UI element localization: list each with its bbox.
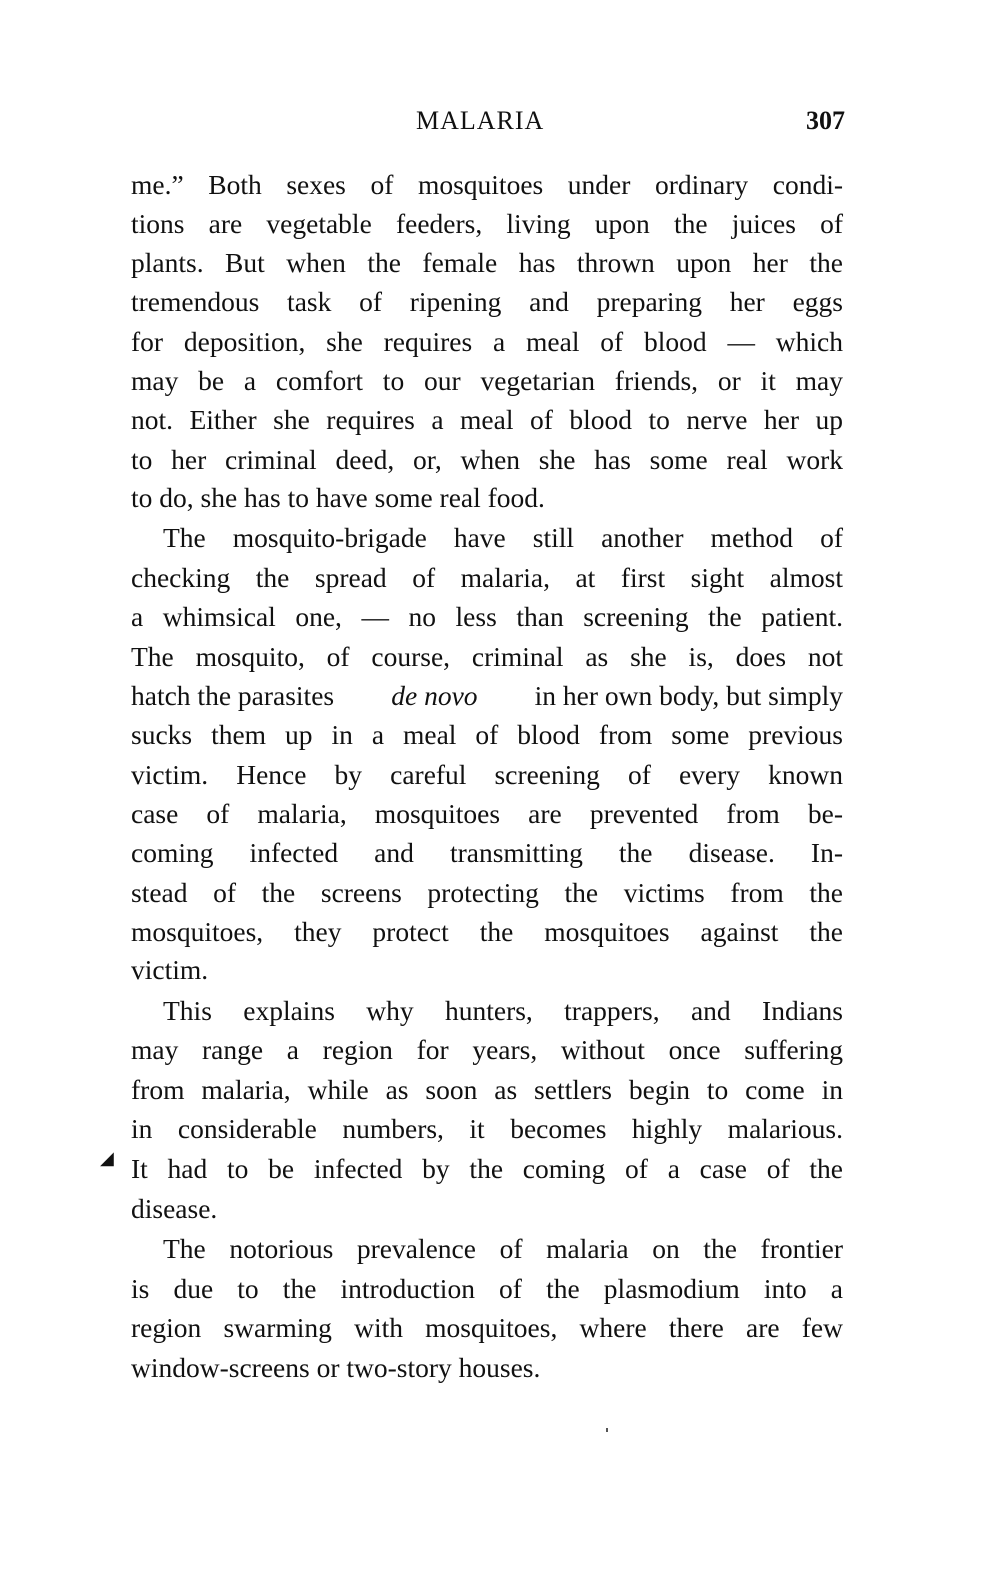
text-line: is due to the introduction of the plasmodium into a — [131, 1273, 843, 1304]
text-line: victim. Hence by careful screening of every known — [131, 759, 843, 790]
text-line: to her criminal deed, or, when she has some real work — [131, 444, 843, 475]
text-line: me.” Both sexes of mosquitoes under ordinary condi- — [131, 169, 843, 200]
text-line: may range a region for years, without once suffering — [131, 1034, 843, 1065]
text-line: sucks them up in a meal of blood from some previous — [131, 719, 843, 750]
speck-mark — [606, 1428, 608, 1432]
text-line: may be a comfort to our vegetarian friends, or it may — [131, 365, 843, 396]
text-line: tions are vegetable feeders, living upon the juices of — [131, 208, 843, 239]
text-line: not. Either she requires a meal of blood to nerve her up — [131, 404, 843, 435]
text-line: It had to be infected by the coming of a case of the — [131, 1153, 843, 1184]
text-line: plants. But when the female has thrown upon her the — [131, 247, 843, 278]
text-line: case of malaria, mosquitoes are prevented from be- — [131, 798, 843, 829]
text-line: coming infected and transmitting the disease. In- — [131, 837, 843, 868]
text-line: victim. — [131, 954, 209, 985]
text-line: The mosquito-brigade have still another method of — [163, 522, 843, 553]
text-line: from malaria, while as soon as settlers begin to come in — [131, 1074, 843, 1105]
margin-mark-icon: ◢ — [100, 1148, 114, 1168]
text-segment: in her own body, but simply — [534, 680, 843, 711]
text-line: window-screens or two-story houses. — [131, 1352, 541, 1383]
text-segment: hatch the parasites — [131, 680, 335, 711]
text-line: The mosquito, of course, criminal as she is, does not — [131, 641, 843, 672]
text-line: The notorious prevalence of malaria on the frontier — [163, 1233, 843, 1264]
text-line: This explains why hunters, trappers, and Indians — [163, 995, 843, 1026]
text-line: mosquitoes, they protect the mosquitoes against the — [131, 916, 843, 947]
text-line: stead of the screens protecting the victims from the — [131, 877, 843, 908]
text-line: region swarming with mosquitoes, where there are few — [131, 1312, 843, 1343]
text-line: checking the spread of malaria, at first sight almost — [131, 562, 843, 593]
running-header-title: MALARIA — [416, 106, 545, 135]
text-line: in considerable numbers, it becomes highly malarious. — [131, 1113, 843, 1144]
text-line: to do, she has to have some real food. — [131, 482, 545, 513]
text-line — [131, 679, 843, 713]
text-line: for deposition, she requires a meal of blood — which — [131, 326, 843, 357]
page-number: 307 — [806, 106, 845, 135]
text-line: a whimsical one, — no less than screening the patient. — [131, 601, 843, 632]
text-line: tremendous task of ripening and preparing her eggs — [131, 286, 843, 317]
text-line: disease. — [131, 1193, 218, 1224]
italic-phrase: de novo — [391, 680, 478, 711]
